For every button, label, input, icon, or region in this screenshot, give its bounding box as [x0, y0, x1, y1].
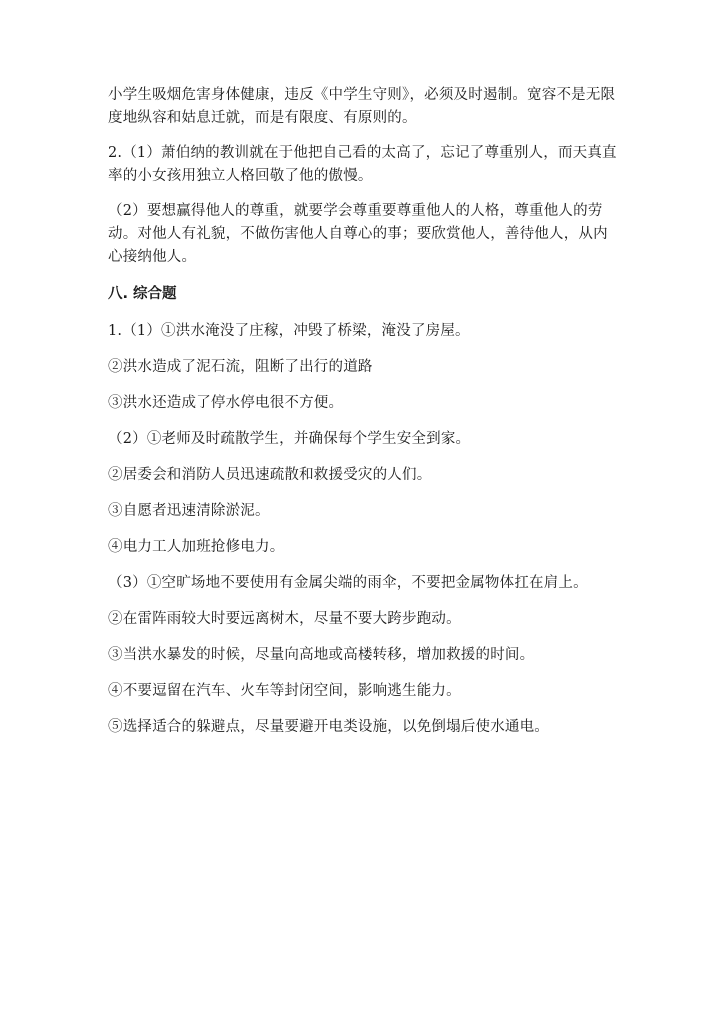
answer-paragraph-2: 2.（1）萧伯纳的教训就在于他把自己看的太高了，忘记了尊重别人，而天真直率的小女孩用独立人格回敬了他的傲慢。	[108, 145, 617, 184]
list-item: ③当洪水暴发的时候，尽量向高地或高楼转移，增加救援的时间。	[108, 647, 535, 663]
section-heading: 八. 综合题	[108, 286, 177, 302]
list-item: （2）①老师及时疏散学生，并确保每个学生安全到家。	[108, 431, 471, 447]
list-item: ③自愿者迅速清除淤泥。	[108, 503, 270, 519]
list-item: ④电力工人加班抢修电力。	[108, 539, 285, 555]
list-item: （3）①空旷场地不要使用有金属尖端的雨伞，不要把金属物体扛在肩上。	[108, 575, 588, 591]
list-item: 1.（1）①洪水淹没了庄稼，冲毁了桥梁，淹没了房屋。	[108, 323, 470, 339]
document-page	[108, 84, 618, 752]
list-item: ②洪水造成了泥石流，阻断了出行的道路	[108, 359, 373, 375]
answer-paragraph-1: 小学生吸烟危害身体健康，违反《中学生守则》，必须及时遏制。宽容不是无限度地纵容和姑息迁就，而是有限度、有原则的。	[108, 87, 616, 126]
answer-paragraph-3: （2）要想赢得他人的尊重，就要学会尊重要尊重他人的人格，尊重他人的劳动。对他人有礼貌，不做伤害他人自尊心的事；要欣赏他人，善待他人，从内心接纳他人。	[108, 203, 608, 265]
list-item: ⑤选择适合的躲避点，尽量要避开电类设施，以免倒塌后使水通电。	[108, 719, 549, 735]
list-item: ②在雷阵雨较大时要远离树木，尽量不要大跨步跑动。	[108, 611, 461, 627]
list-item: ②居委会和消防人员迅速疏散和救援受灾的人们。	[108, 467, 432, 483]
list-item: ③洪水还造成了停水停电很不方便。	[108, 395, 344, 411]
list-item: ④不要逗留在汽车、火车等封闭空间，影响逃生能力。	[108, 683, 461, 699]
